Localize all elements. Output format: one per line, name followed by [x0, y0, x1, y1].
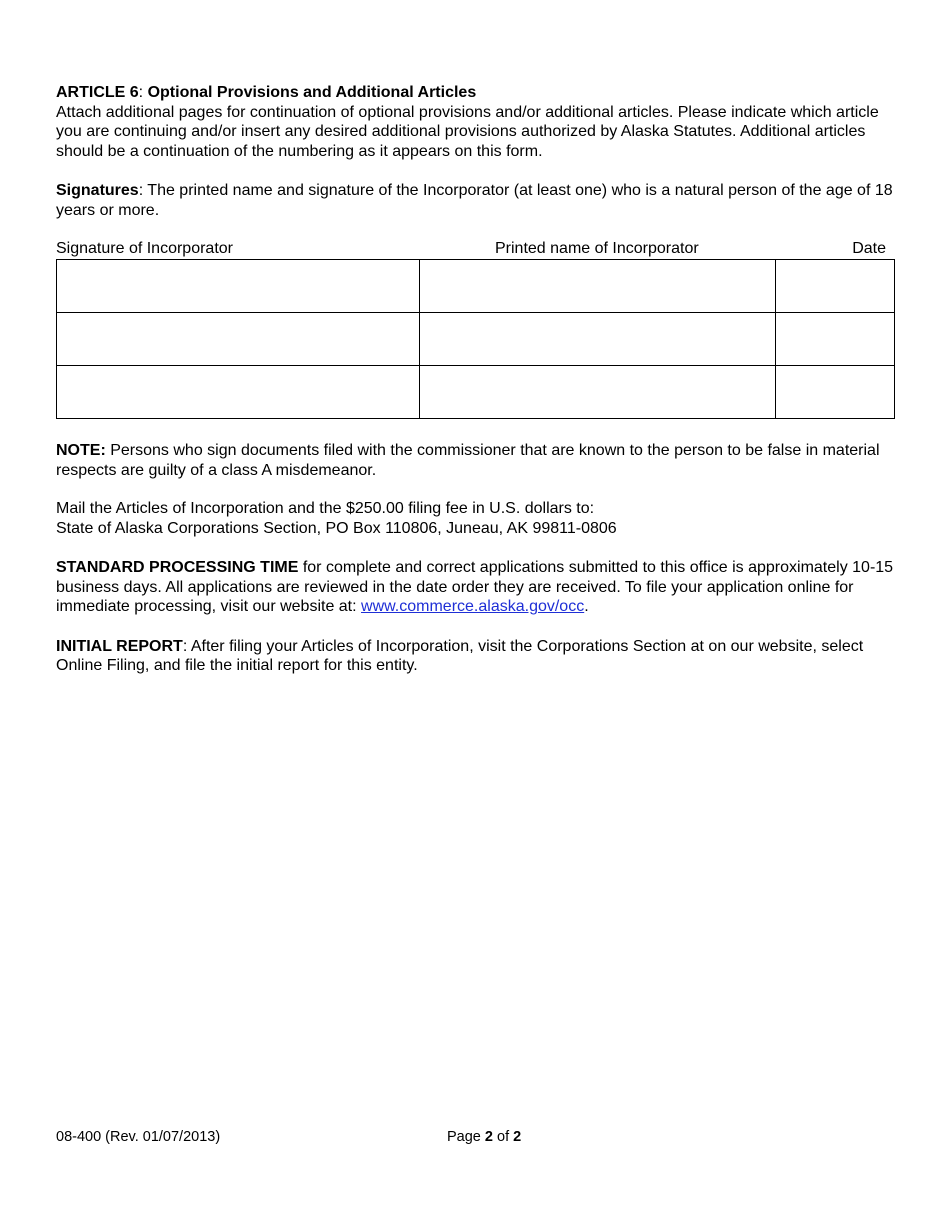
initial-report-section [56, 637, 896, 676]
header-signature: Signature of Incorporator [56, 240, 233, 257]
mail-line-1: Mail the Articles of Incorporation and the $250.00 filing fee in U.S. dollars to: [56, 500, 595, 517]
signature-cell[interactable] [57, 313, 420, 366]
page-total: 2 [513, 1129, 522, 1145]
article-6-title: Optional Provisions and Additional Articles [147, 84, 477, 101]
initial-report-label: INITIAL REPORT [56, 637, 183, 655]
signature-row [57, 260, 895, 313]
page-number: Page 2 of 2 [447, 1129, 522, 1145]
date-cell[interactable] [776, 313, 895, 366]
initial-report-body: : After filing your Articles of Incorporation, visit the Corporations Section at on our website, select Online Filing, and file the initial report for this entity. [56, 637, 864, 674]
signature-table-headers [56, 239, 896, 259]
processing-label: STANDARD PROCESSING TIME [56, 559, 299, 576]
note-label: NOTE: [56, 442, 106, 459]
processing-after-link: . [584, 598, 589, 615]
article-6-label: ARTICLE 6 [56, 84, 139, 101]
header-date: Date [852, 240, 886, 257]
signature-cell[interactable] [57, 260, 420, 313]
document-page [56, 83, 896, 676]
signatures-section [56, 181, 896, 220]
article-6-section [56, 83, 896, 161]
mail-section [56, 499, 896, 538]
header-printed-name: Printed name of Incorporator [495, 240, 699, 257]
website-link[interactable]: www.commerce.alaska.gov/occ [361, 598, 585, 615]
note-section [56, 441, 896, 480]
signature-cell[interactable] [57, 366, 420, 419]
form-revision: 08-400 (Rev. 01/07/2013) [56, 1129, 221, 1145]
printed-name-cell[interactable] [419, 366, 776, 419]
signatures-label: Signatures [56, 182, 139, 199]
printed-name-cell[interactable] [419, 313, 776, 366]
signature-table [56, 259, 895, 419]
page-current: 2 [484, 1129, 493, 1145]
date-cell[interactable] [776, 366, 895, 419]
mail-address: State of Alaska Corporations Section, PO Box 110806, Juneau, AK 99811-0806 [56, 519, 617, 537]
printed-name-cell[interactable] [419, 260, 776, 313]
signature-row [57, 366, 895, 419]
processing-body: for complete and correct applications submitted to this office is approximately 10-15 business days. All applications are reviewed in the date order they are received. To file your application online for immediate processing, visit our website at: [56, 559, 894, 615]
processing-section [56, 558, 896, 617]
page-footer [56, 1129, 896, 1149]
article-6-colon: : [138, 84, 144, 101]
note-body: Persons who sign documents filed with the commissioner that are known to the person to be false in material respects are guilty of a class A misdemeanor. [56, 442, 880, 479]
signatures-body: : The printed name and signature of the Incorporator (at least one) who is a natural person of the age of 18 years or more. [56, 182, 893, 219]
date-cell[interactable] [776, 260, 895, 313]
signature-row [57, 313, 895, 366]
article-6-body: Attach additional pages for continuation of optional provisions and/or additional articles. Please indicate which article you are continuing and/or insert any desired additional provisions authorized by Alaska Statutes. Additional articles should be a continuation of the numbering as it appears on this form. [56, 103, 879, 160]
